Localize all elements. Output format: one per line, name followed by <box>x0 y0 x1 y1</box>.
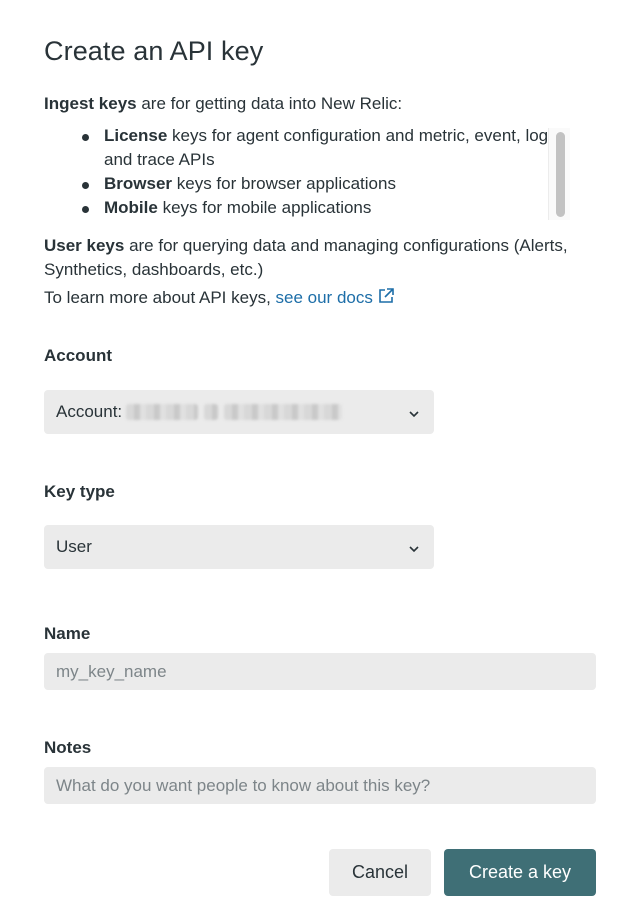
user-keys-term: User keys <box>44 236 125 255</box>
redacted-account-id <box>224 404 342 420</box>
ingest-keys-term: Ingest keys <box>44 94 137 113</box>
browser-description: keys for browser applications <box>172 174 396 193</box>
ingest-keys-list-container[interactable] <box>44 124 574 222</box>
key-type-select[interactable] <box>44 525 434 569</box>
user-keys-description <box>44 234 584 282</box>
name-label: Name <box>44 624 91 643</box>
learn-more-text <box>44 286 395 312</box>
learn-more-label: To learn more about API keys, <box>44 288 276 307</box>
license-description: keys for agent configuration and metric, event, log and trace APIs <box>104 126 549 169</box>
create-key-button[interactable]: Create a key <box>444 849 596 896</box>
redacted-account-name <box>126 404 198 420</box>
license-term: License <box>104 126 168 145</box>
key-type-select-value: User <box>56 537 92 556</box>
redacted-account-name <box>204 404 218 420</box>
account-select-value: Account: <box>56 402 123 421</box>
mobile-term: Mobile <box>104 198 158 217</box>
mobile-description: keys for mobile applications <box>157 198 372 217</box>
list-item <box>104 196 574 220</box>
account-label: Account <box>44 346 112 365</box>
ingest-keys-list <box>44 124 574 220</box>
list-item <box>104 172 574 196</box>
list-item <box>104 124 574 172</box>
chevron-down-icon <box>408 540 420 560</box>
browser-term: Browser <box>104 174 173 193</box>
notes-label: Notes <box>44 738 92 757</box>
ingest-keys-description: are for getting data into New Relic: <box>136 94 403 113</box>
external-link-icon <box>377 287 395 312</box>
notes-input[interactable] <box>44 767 596 804</box>
chevron-down-icon <box>408 405 420 425</box>
account-select[interactable] <box>44 390 434 434</box>
name-input[interactable] <box>44 653 596 690</box>
dialog-title: Create an API key <box>44 36 264 66</box>
list-scrollbar-thumb[interactable] <box>556 132 565 217</box>
ingest-keys-intro <box>44 92 584 116</box>
docs-link-label: see our docs <box>275 288 373 307</box>
cancel-button[interactable]: Cancel <box>329 849 431 896</box>
see-our-docs-link[interactable] <box>276 288 395 307</box>
key-type-label: Key type <box>44 482 115 501</box>
user-keys-text: are for querying data and managing configurations (Alerts, Synthetics, dashboards, etc.) <box>44 236 568 279</box>
